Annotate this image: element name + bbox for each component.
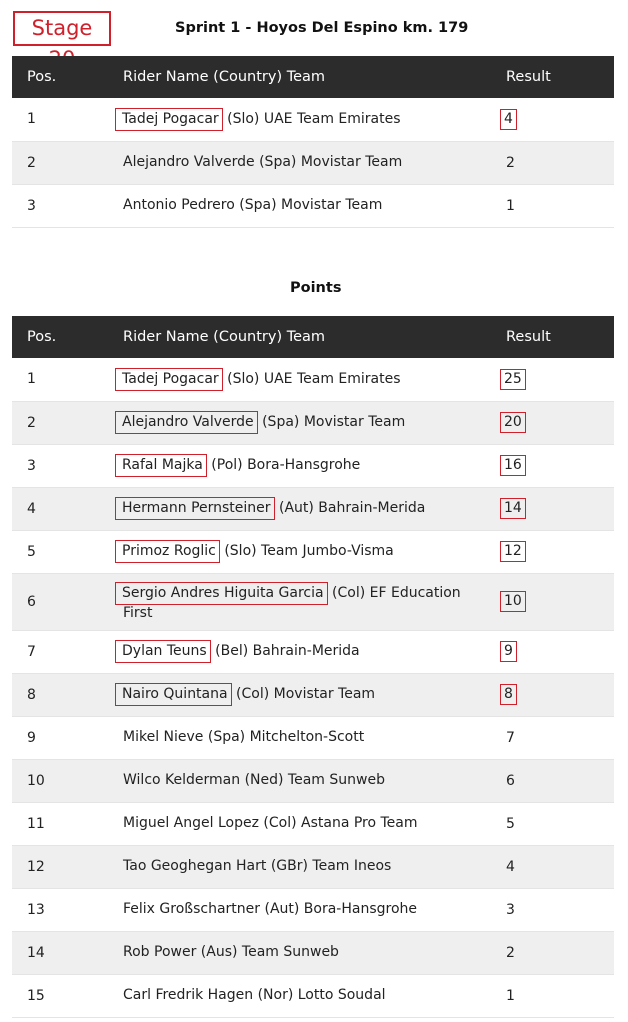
rider-cell	[108, 401, 491, 444]
rider-name: Hermann Pernsteiner	[115, 497, 275, 520]
stage-badge: Stage	[13, 11, 111, 46]
sprint-table-body	[12, 98, 614, 227]
table-row	[12, 401, 614, 444]
sprint-table-header	[12, 56, 614, 98]
rider-name: Primoz Roglic	[115, 540, 220, 563]
rider-cell	[108, 487, 491, 530]
rider-name: Tao Geoghegan Hart	[123, 858, 267, 874]
rider-cell	[108, 673, 491, 716]
rider-country-team: (GBr) Team Ineos	[266, 858, 392, 874]
rider-name: Alejandro Valverde	[123, 154, 255, 170]
position-cell: 11	[12, 802, 108, 845]
rider-name: Alejandro Valverde	[115, 411, 258, 434]
result-cell	[491, 401, 614, 444]
result-value: 9	[500, 641, 517, 662]
rider-name: Miguel Angel Lopez	[123, 815, 259, 831]
rider-name: Felix Großschartner	[123, 901, 261, 917]
table-row	[12, 888, 614, 931]
table-row	[12, 184, 614, 227]
sprint-table	[12, 56, 614, 228]
rider-country-team: (Bel) Bahrain-Merida	[210, 643, 360, 659]
result-cell	[491, 845, 614, 888]
table-row	[12, 573, 614, 630]
rider-country-team: (Col) EF Education First	[123, 584, 461, 621]
table-row	[12, 802, 614, 845]
rider-cell	[108, 931, 491, 974]
result-cell	[491, 716, 614, 759]
result-cell	[491, 802, 614, 845]
sprint-title: Sprint 1 - Hoyos Del Espino km. 179	[175, 20, 469, 36]
rider-country-team: (Spa) Movistar Team	[257, 414, 406, 430]
table-row	[12, 931, 614, 974]
result-cell	[491, 888, 614, 931]
col-header-pos: Pos.	[12, 56, 108, 98]
rider-cell	[108, 98, 491, 141]
col-header-result: Result	[491, 56, 614, 98]
rider-cell	[108, 530, 491, 573]
rider-cell	[108, 802, 491, 845]
rider-country-team: (Spa) Mitchelton-Scott	[203, 729, 365, 745]
table-row	[12, 444, 614, 487]
result-cell	[491, 673, 614, 716]
rider-country-team: (Aus) Team Sunweb	[196, 944, 339, 960]
table-row	[12, 759, 614, 802]
col-header-name: Rider Name (Country) Team	[108, 56, 491, 98]
result-cell	[491, 931, 614, 974]
rider-name: Rafal Majka	[115, 454, 207, 477]
result-cell	[491, 487, 614, 530]
table-row	[12, 487, 614, 530]
position-cell: 13	[12, 888, 108, 931]
points-table-header	[12, 316, 614, 358]
result-value: 20	[500, 412, 526, 433]
rider-cell	[108, 759, 491, 802]
rider-name: Nairo Quintana	[115, 683, 232, 706]
rider-country-team: (Slo) Team Jumbo-Visma	[219, 543, 394, 559]
position-cell: 7	[12, 630, 108, 673]
result-value: 8	[500, 684, 517, 705]
position-cell: 14	[12, 931, 108, 974]
rider-country-team: (Slo) UAE Team Emirates	[222, 370, 401, 387]
position-cell: 6	[12, 573, 108, 630]
result-cell	[491, 444, 614, 487]
rider-name: Dylan Teuns	[115, 640, 211, 663]
rider-country-team: (Ned) Team Sunweb	[240, 772, 385, 788]
result-cell	[491, 184, 614, 227]
position-cell: 3	[12, 444, 108, 487]
rider-name: Carl Fredrik Hagen	[123, 987, 254, 1003]
rider-country-team: (Slo) UAE Team Emirates	[222, 110, 401, 127]
result-cell	[491, 358, 614, 401]
col-header-result: Result	[491, 316, 614, 358]
position-cell: 4	[12, 487, 108, 530]
rider-country-team: (Aut) Bahrain-Merida	[274, 500, 426, 516]
table-row	[12, 358, 614, 401]
position-cell: 12	[12, 845, 108, 888]
rider-country-team: (Nor) Lotto Soudal	[253, 987, 386, 1003]
points-title: Points	[290, 280, 342, 296]
position-cell: 10	[12, 759, 108, 802]
points-table-body	[12, 358, 614, 1017]
result-value: 1	[506, 197, 515, 214]
rider-cell	[108, 845, 491, 888]
result-cell	[491, 759, 614, 802]
position-cell: 1	[12, 98, 108, 141]
rider-cell	[108, 184, 491, 227]
result-value: 2	[506, 944, 515, 961]
rider-name: Tadej Pogacar	[115, 108, 223, 131]
result-value: 16	[500, 455, 526, 476]
rider-cell	[108, 630, 491, 673]
rider-cell	[108, 974, 491, 1017]
result-value: 7	[506, 729, 515, 746]
result-value: 10	[500, 591, 526, 612]
result-value: 14	[500, 498, 526, 519]
result-value: 6	[506, 772, 515, 789]
col-header-pos: Pos.	[12, 316, 108, 358]
rider-cell	[108, 444, 491, 487]
rider-cell	[108, 888, 491, 931]
result-cell	[491, 98, 614, 141]
rider-cell	[108, 358, 491, 401]
result-cell	[491, 573, 614, 630]
table-row	[12, 630, 614, 673]
rider-name: Wilco Kelderman	[123, 772, 241, 788]
position-cell: 2	[12, 141, 108, 184]
result-cell	[491, 530, 614, 573]
rider-country-team: (Spa) Movistar Team	[234, 197, 383, 213]
result-value: 1	[506, 987, 515, 1004]
rider-name: Tadej Pogacar	[115, 368, 223, 391]
result-value: 4	[506, 858, 515, 875]
rider-country-team: (Spa) Movistar Team	[254, 154, 403, 170]
rider-name: Antonio Pedrero	[123, 197, 235, 213]
rider-cell	[108, 716, 491, 759]
table-row	[12, 845, 614, 888]
result-value: 2	[506, 154, 515, 171]
rider-country-team: (Aut) Bora-Hansgrohe	[260, 901, 418, 917]
position-cell: 8	[12, 673, 108, 716]
result-cell	[491, 630, 614, 673]
result-value: 3	[506, 901, 515, 918]
position-cell: 5	[12, 530, 108, 573]
position-cell: 3	[12, 184, 108, 227]
table-row	[12, 98, 614, 141]
points-table	[12, 316, 614, 1018]
table-row	[12, 141, 614, 184]
rider-name: Rob Power	[123, 944, 197, 960]
position-cell: 9	[12, 716, 108, 759]
result-value: 12	[500, 541, 526, 562]
col-header-name: Rider Name (Country) Team	[108, 316, 491, 358]
result-value: 4	[500, 109, 517, 130]
result-value: 5	[506, 815, 515, 832]
rider-country-team: (Col) Movistar Team	[231, 686, 376, 702]
rider-cell	[108, 141, 491, 184]
rider-country-team: (Col) Astana Pro Team	[258, 815, 418, 831]
rider-cell	[108, 573, 491, 630]
result-value: 25	[500, 369, 526, 390]
position-cell: 15	[12, 974, 108, 1017]
rider-name: Mikel Nieve	[123, 729, 204, 745]
table-row	[12, 974, 614, 1017]
table-row	[12, 673, 614, 716]
table-row	[12, 716, 614, 759]
result-cell	[491, 974, 614, 1017]
rider-name: Sergio Andres Higuita Garcia	[115, 582, 328, 605]
rider-country-team: (Pol) Bora-Hansgrohe	[206, 457, 361, 473]
result-cell	[491, 141, 614, 184]
position-cell: 1	[12, 358, 108, 401]
table-row	[12, 530, 614, 573]
position-cell: 2	[12, 401, 108, 444]
